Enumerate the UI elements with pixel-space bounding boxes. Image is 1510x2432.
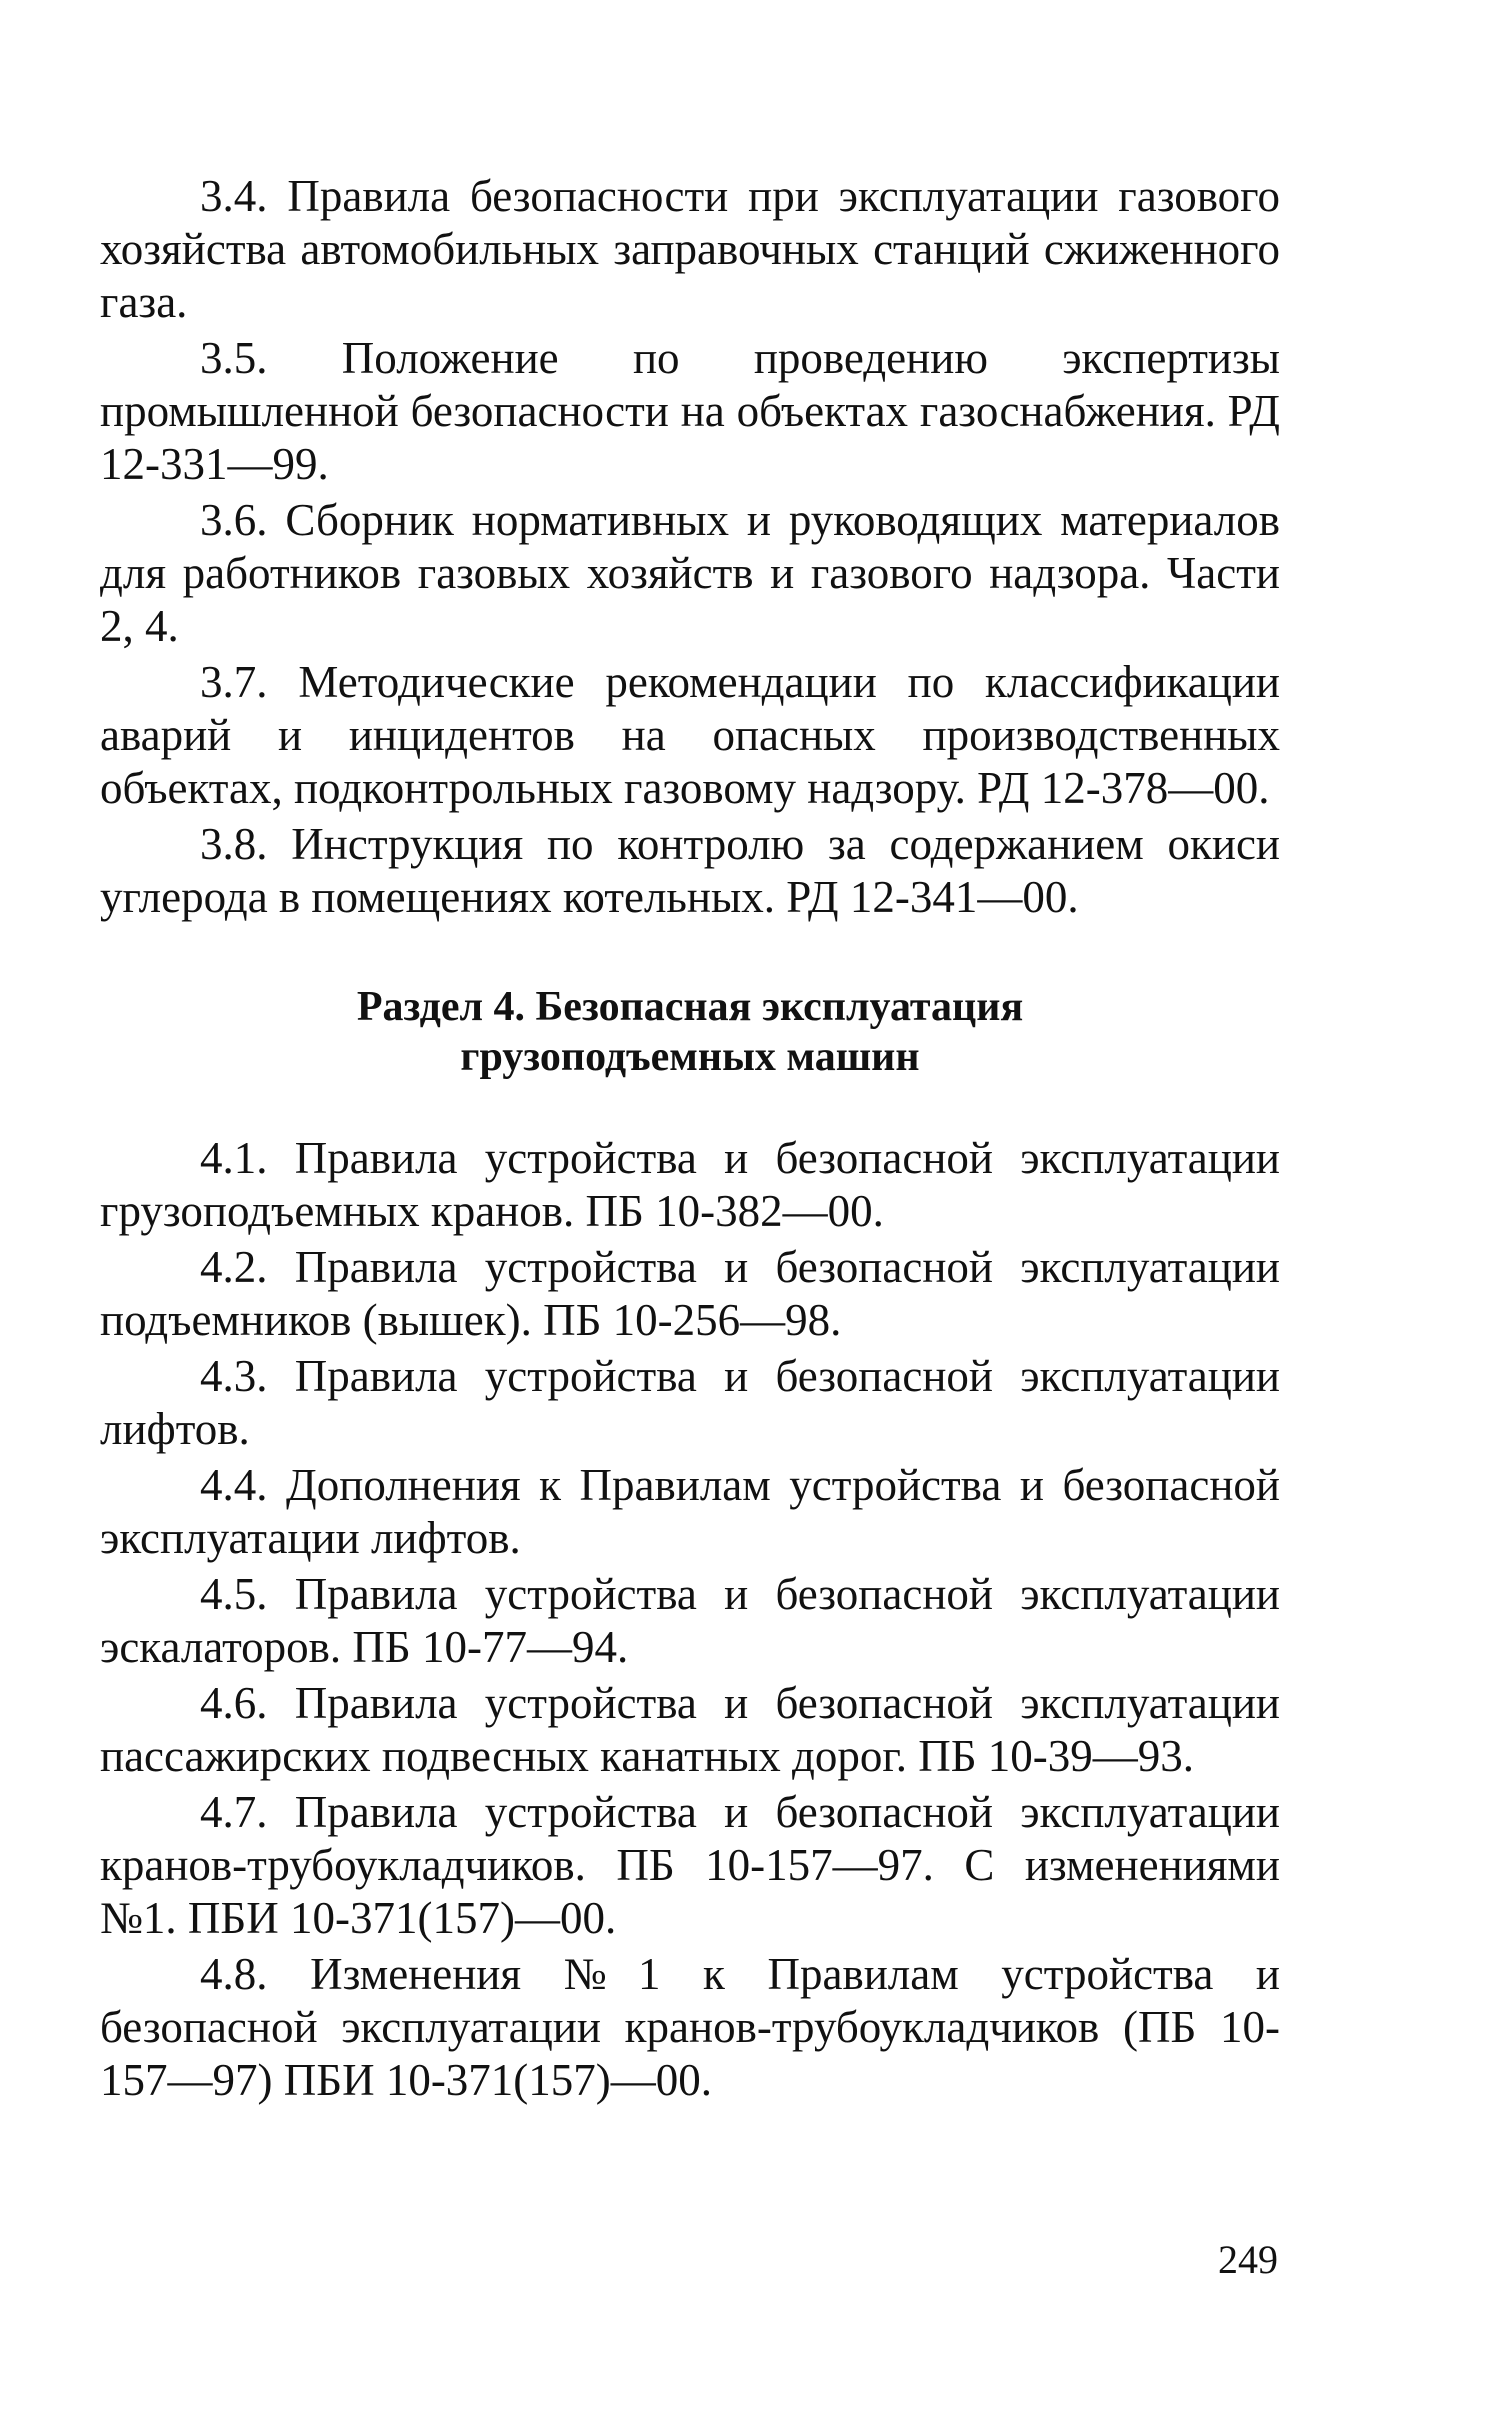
list-item-3-4: 3.4. Правила безопасности при эксплуатации газового хозяйства автомобильных заправочных станций сжиженного газа. — [100, 171, 1280, 327]
section-4-list — [100, 1132, 1280, 2107]
section-4-heading-line1: Раздел 4. Безопасная эксплуатация — [356, 984, 1024, 1030]
list-item-3-5: 3.5. Положение по проведению экспертизы промышленной безопасности на объектах газоснабжения. РД 12-331—99. — [100, 333, 1280, 489]
list-item-4-1: 4.1. Правила устройства и безопасной эксплуатации грузоподъемных кранов. ПБ 10-382—00. — [100, 1133, 1280, 1236]
page-number: 249 — [1218, 2237, 1278, 2282]
list-item-4-7: 4.7. Правила устройства и безопасной эксплуатации кранов-трубоукладчиков. ПБ 10-157—97. С изменениями №1. ПБИ 10-371(157)—00. — [100, 1787, 1280, 1943]
section-4-heading — [100, 982, 1280, 1082]
list-item-4-4: 4.4. Дополнения к Правилам устройства и безопасной эксплуатации лифтов. — [100, 1460, 1280, 1563]
list-item-3-8: 3.8. Инструкция по контролю за содержанием окиси углерода в помещениях котельных. РД 12-341—00. — [100, 819, 1280, 922]
list-item-4-8: 4.8. Изменения №1 к Правилам устройства и безопасной эксплуатации кранов-трубоукладчиков (ПБ 10-157—97) ПБИ 10-371(157)—00. — [100, 1949, 1280, 2105]
section-4-heading-line2: грузоподъемных машин — [460, 1034, 920, 1080]
list-item-4-3: 4.3. Правила устройства и безопасной эксплуатации лифтов. — [100, 1351, 1280, 1454]
list-item-4-5: 4.5. Правила устройства и безопасной эксплуатации эскалаторов. ПБ 10-77—94. — [100, 1569, 1280, 1672]
section-3-list — [100, 170, 1280, 924]
list-item-4-6: 4.6. Правила устройства и безопасной эксплуатации пассажирских подвесных канатных дорог. ПБ 10-39—93. — [100, 1678, 1280, 1781]
document-page — [100, 170, 1280, 2110]
list-item-3-6: 3.6. Сборник нормативных и руководящих материалов для работников газовых хозяйств и газового надзора. Части 2, 4. — [100, 495, 1280, 651]
list-item-3-7: 3.7. Методические рекомендации по классификации аварий и инцидентов на опасных производственных объектах, подконтрольных газовому надзору. РД 12-378—00. — [100, 657, 1280, 813]
list-item-4-2: 4.2. Правила устройства и безопасной эксплуатации подъемников (вышек). ПБ 10-256—98. — [100, 1242, 1280, 1345]
